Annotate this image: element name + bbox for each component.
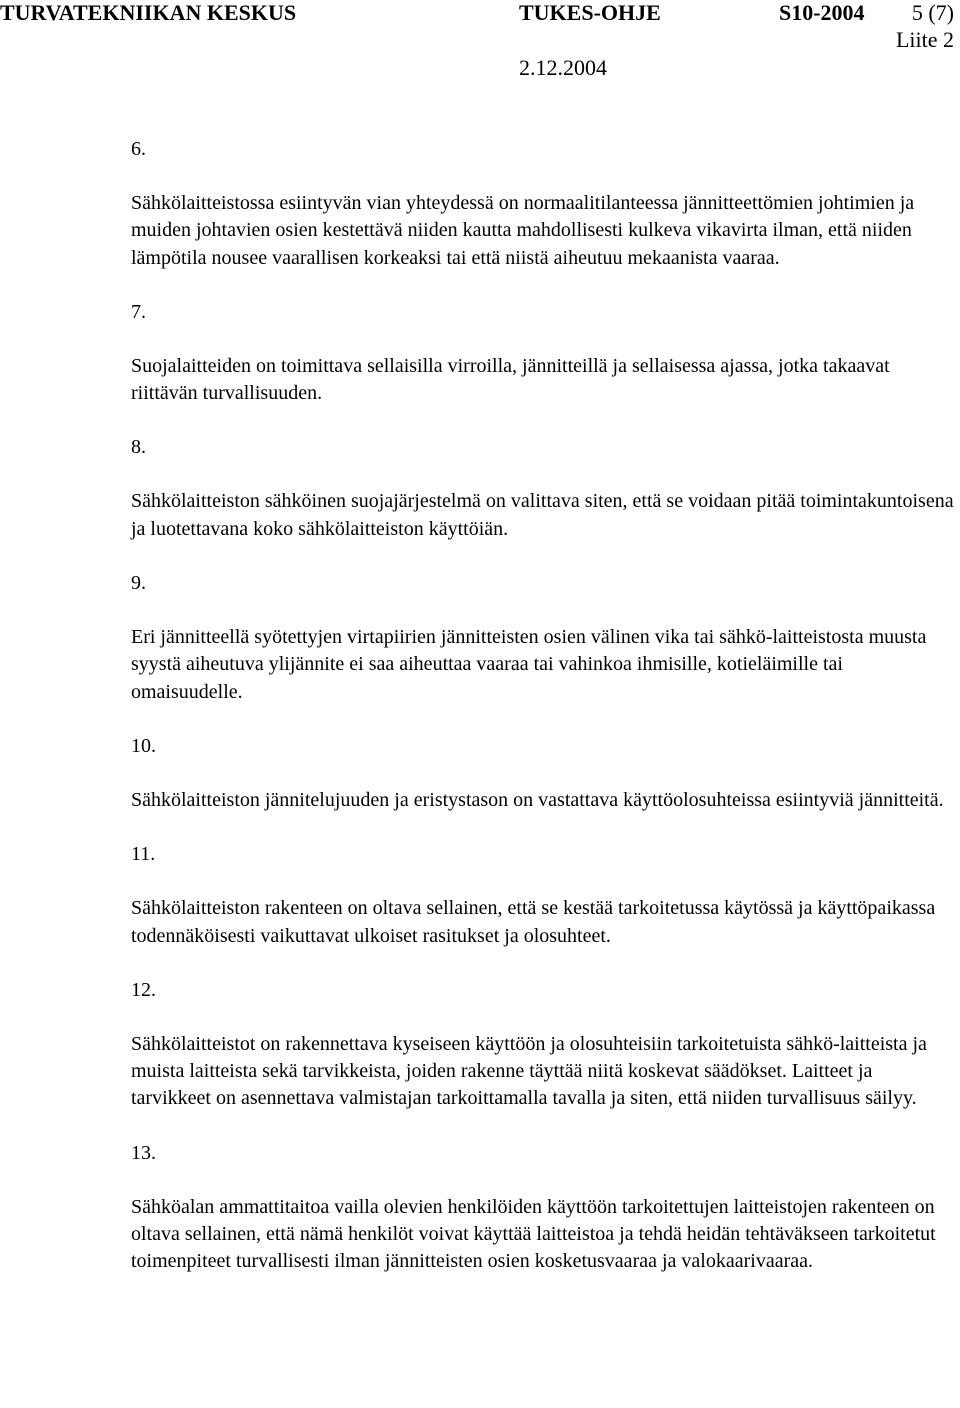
section-text: Sähköalan ammattitaitoa vailla olevien henkilöiden käyttöön tarkoitettujen laitteistojen rakenteen on oltava sellainen, että nämä henkilöt voivat käyttää laitteistoa ja tehdä heidän tehtäväkseen tarkoitetut toimenpiteet turvallisesti ilman jännitteisten osien kosketusvaaraa ja valokaarivaaraa.	[131, 1195, 936, 1273]
section-text: Suojalaitteiden on toimittava sellaisilla virroilla, jännitteillä ja sellaisessa ajassa, jotka takaavat riittävän turvallisuuden.	[131, 354, 890, 405]
document-date: 2.12.2004	[519, 55, 607, 80]
section-11	[131, 841, 957, 950]
document-type: TUKES-OHJE	[519, 0, 661, 25]
section-12	[131, 977, 957, 1113]
section-number: 11.	[131, 843, 156, 866]
section-text: Sähkölaitteiston rakenteen on oltava sellainen, että se kestää tarkoitetussa käytössä ja käyttöpaikassa todennäköisesti vaikuttavat ulkoiset rasitukset ja olosuhteet.	[131, 897, 936, 947]
section-number: 6.	[131, 138, 146, 160]
section-text: Sähkölaitteistossa esiintyvän vian yhteydessä on normaalitilanteessa jännitteettömien johtimien ja muiden johtavien osien kestettävä niiden kautta mahdollisesti kulkeva vikavirta ilman, että niiden lämpötila nousee vaarallisen korkeaksi tai että niistä aiheutuu mekaanista vaaraa.	[131, 192, 915, 269]
section-9	[131, 570, 957, 706]
section-number: 12.	[131, 978, 156, 1001]
document-number: S10-2004	[779, 0, 865, 25]
page-header	[0, 0, 960, 84]
section-text: Sähkölaitteiston sähköinen suojajärjestelmä on valittava siten, että se voidaan pitää toimintakuntoisena ja luotettavana koko sähkölaitteiston käyttöiän.	[131, 490, 954, 540]
section-text: Sähkölaitteistot on rakennettava kyseiseen käyttöön ja olosuhteisiin tarkoitetuista sähkö-laitteista ja muista laitteista sekä tarvikkeista, joiden rakenne täyttää niitä koskevat säädökset. Laitteet ja tarvikkeet on asennettava valmistajan tarkoittamalla tavalla ja siten, että niiden turvallisuus säilyy.	[131, 1032, 927, 1110]
section-number: 7.	[131, 300, 146, 323]
attachment-label: Liite 2	[895, 27, 954, 52]
section-7	[131, 299, 957, 408]
section-number: 8.	[131, 436, 146, 459]
section-text: Eri jännitteellä syötettyjen virtapiirien jännitteisten osien välinen vika tai sähkö-laitteistosta muusta syystä aiheutuva ylijännite ei saa aiheuttaa vaaraa tai vahinkoa ihmisille, kotieläimille tai omaisuudelle.	[131, 626, 927, 703]
section-13	[131, 1140, 957, 1276]
section-10	[131, 733, 957, 814]
section-6	[131, 136, 957, 272]
organization-name: TURVATEKNIIKAN KESKUS	[0, 0, 297, 25]
section-number: 9.	[131, 572, 146, 595]
page-number: 5 (7)	[911, 0, 954, 25]
section-text: Sähkölaitteiston jännitelujuuden ja eristystason on vastattava käyttöolosuhteissa esiintyviä jännitteitä.	[131, 788, 944, 811]
section-number: 13.	[131, 1141, 156, 1164]
document-body	[131, 136, 957, 1303]
section-8	[131, 434, 957, 543]
section-number: 10.	[131, 734, 156, 757]
